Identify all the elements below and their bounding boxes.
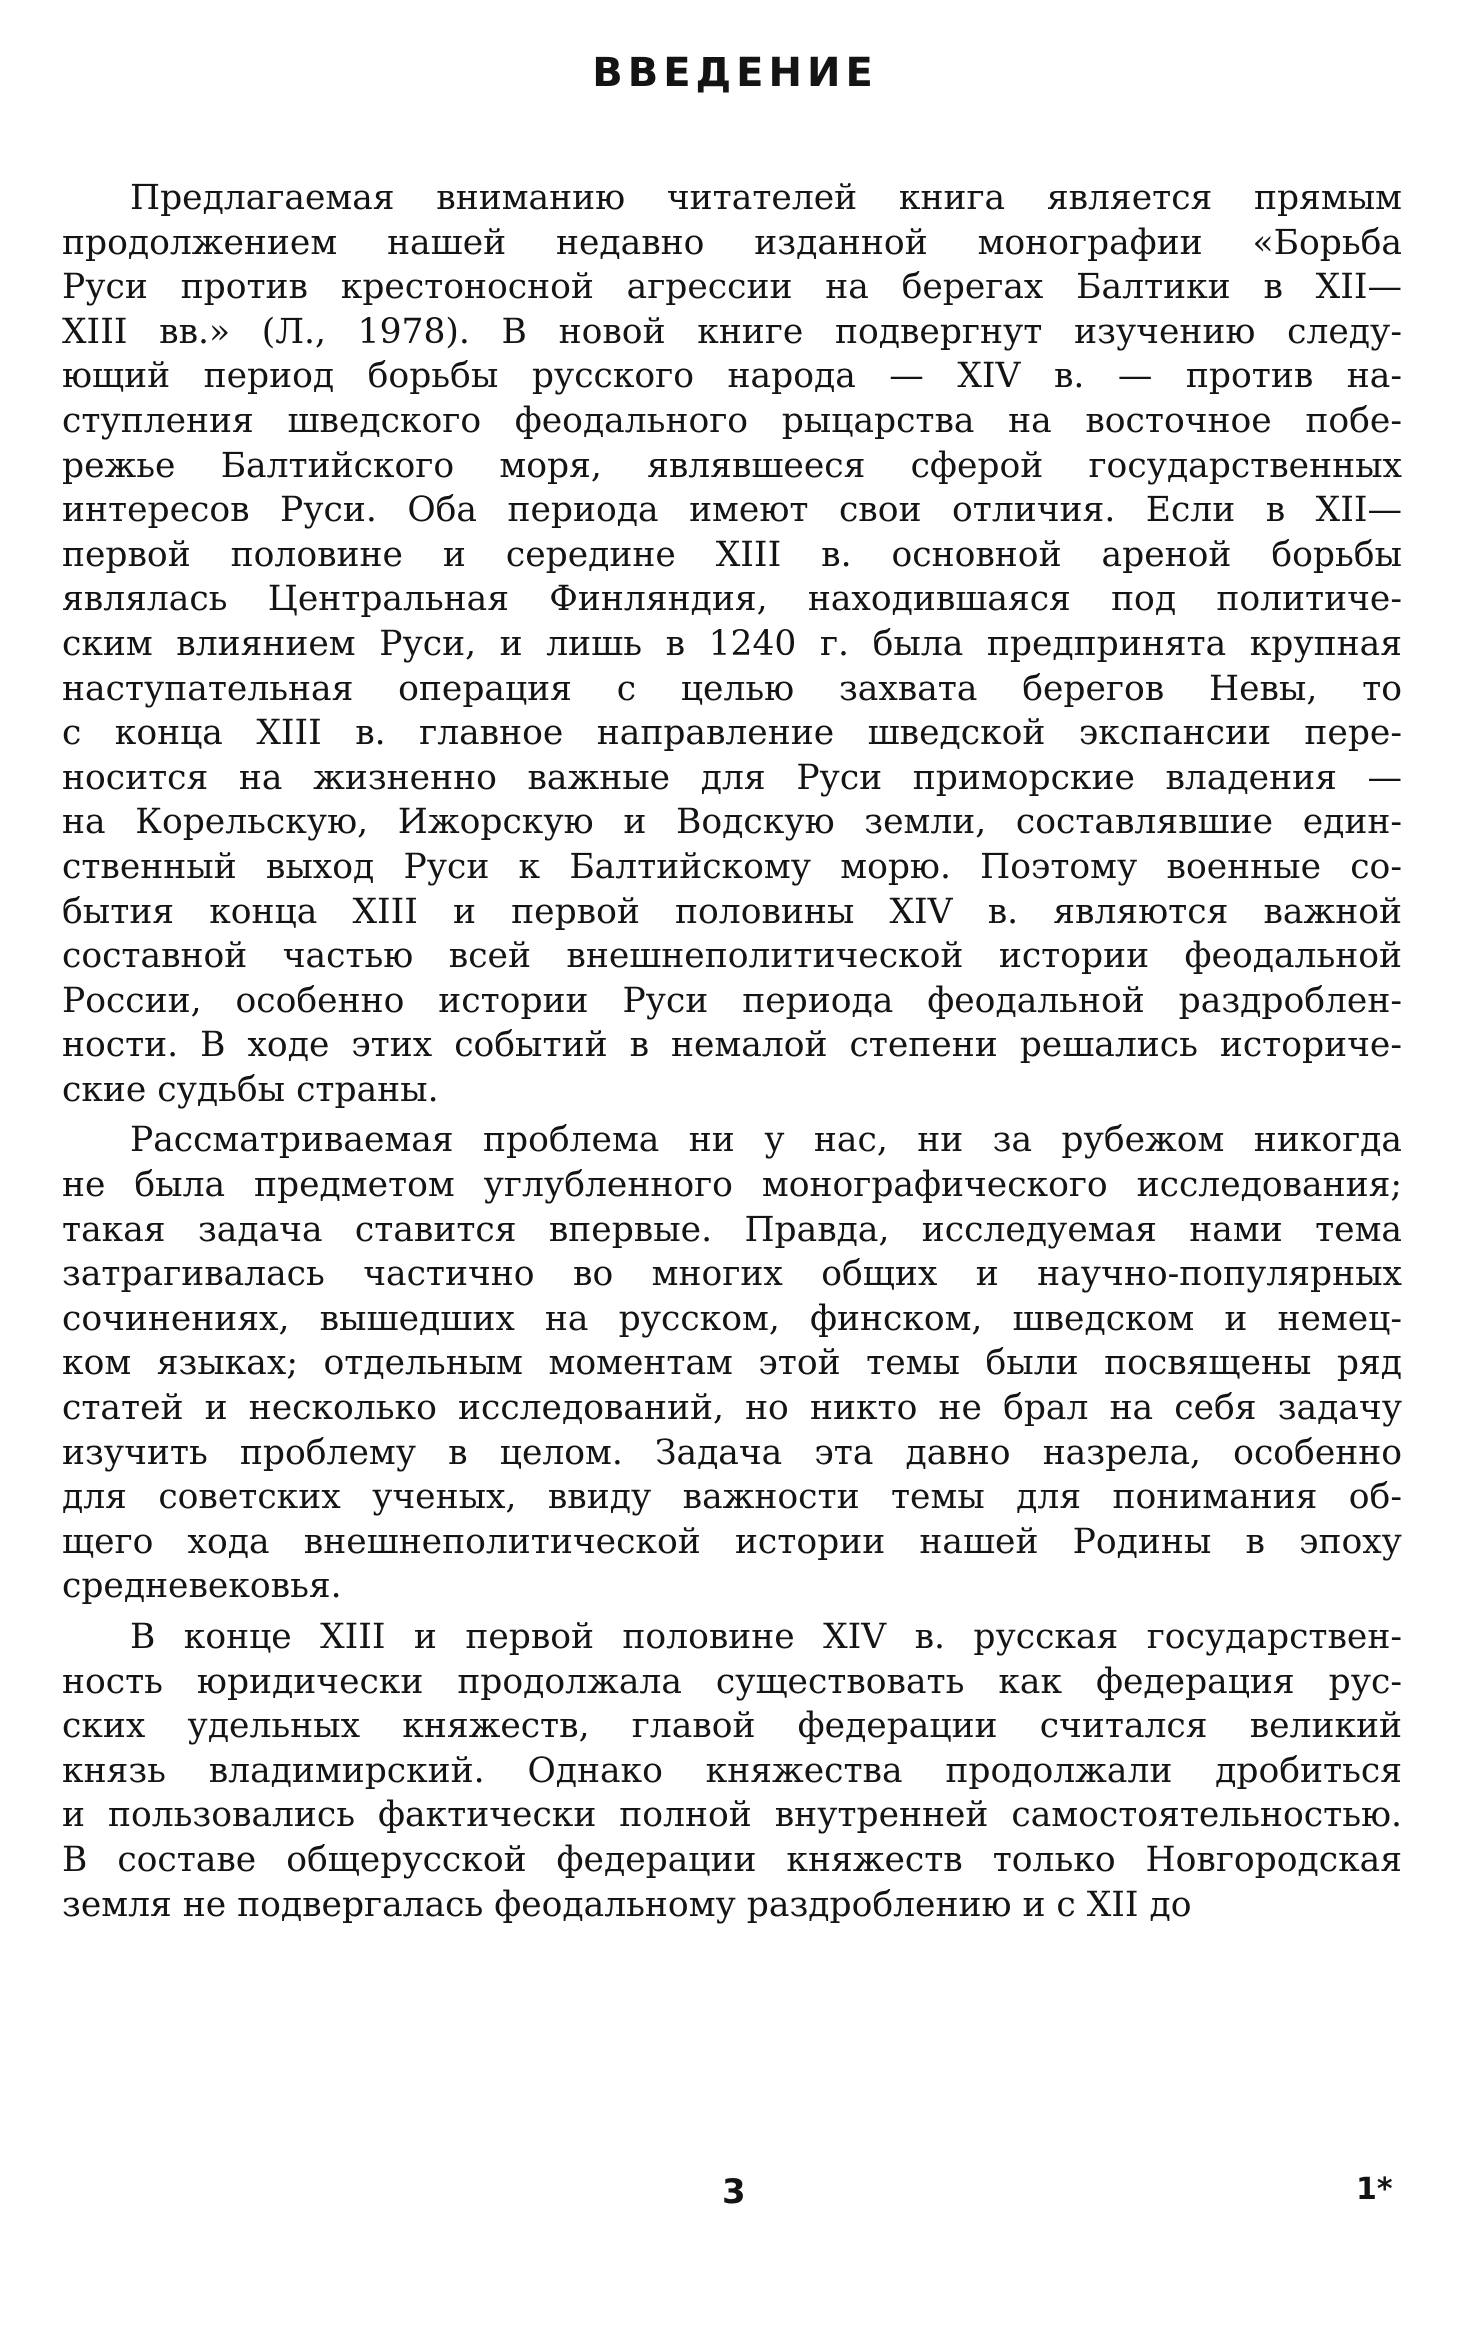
text-line: Предлагаемая вниманию читателей книга является прямым — [130, 178, 1402, 218]
body-text — [62, 176, 1402, 1927]
text-line: ком языках; отдельным моментам этой темы были посвящены ряд — [62, 1343, 1402, 1384]
text-line: для советских ученых, ввиду важности темы для понимания об- — [62, 1477, 1402, 1518]
page-footer — [0, 2172, 1470, 2222]
text-line: на Корельскую, Ижорскую и Водскую земли, составлявшие един- — [62, 802, 1402, 843]
text-line: князь владимирский. Однако княжества продолжали дробиться — [62, 1750, 1402, 1791]
text-line: наступательная операция с целью захвата берегов Невы, то — [62, 668, 1402, 709]
text-line: составной частью всей внешнеполитической истории феодальной — [62, 936, 1402, 977]
text-line: носится на жизненно важные для Руси приморские владения — — [62, 757, 1402, 798]
text-line: статей и несколько исследований, но никто не брал на себя задачу — [62, 1388, 1402, 1429]
text-line: ступления шведского феодального рыцарства на восточное побе- — [62, 400, 1402, 441]
text-line: ских удельных княжеств, главой федерации считался великий — [62, 1706, 1402, 1747]
text-line: затрагивалась частично во многих общих и научно-популярных — [62, 1254, 1402, 1295]
text-line: изучить проблему в целом. Задача эта давно назрела, особенно — [62, 1432, 1402, 1473]
paragraph-1 — [62, 176, 1402, 1112]
text-line: ским влиянием Руси, и лишь в 1240 г. была предпринята крупная — [62, 623, 1402, 664]
text-line: ские судьбы страны. — [62, 1069, 439, 1110]
text-line: первой половине и середине XIII в. основной ареной борьбы — [62, 534, 1402, 575]
text-line: В конце XIII и первой половине XIV в. русская государствен- — [130, 1617, 1402, 1657]
text-line: и пользовались фактически полной внутренней самостоятельностью. — [62, 1795, 1402, 1836]
page-number: 3 — [722, 2172, 746, 2212]
paragraph-3 — [62, 1615, 1402, 1927]
chapter-title: ВВЕДЕНИЕ — [592, 50, 878, 96]
signature-mark: 1* — [1356, 2172, 1393, 2207]
text-line: интересов Руси. Оба периода имеют свои отличия. Если в XII— — [62, 490, 1402, 531]
text-line: с конца XIII в. главное направление шведской экспансии пере- — [62, 713, 1402, 754]
text-line: В составе общерусской федерации княжеств только Новгородская — [62, 1839, 1402, 1880]
text-line: ность юридически продолжала существовать как федерация рус- — [62, 1661, 1402, 1702]
text-line: России, особенно истории Руси периода феодальной раздроблен- — [62, 980, 1402, 1021]
text-line: режье Балтийского моря, являвшееся сферой государственных — [62, 445, 1402, 486]
text-line: средневековья. — [62, 1566, 342, 1607]
text-line: являлась Центральная Финляндия, находившаяся под политиче- — [62, 579, 1402, 620]
text-line: земля не подвергалась феодальному раздроблению и с XII до — [62, 1884, 1192, 1925]
text-line: ности. В ходе этих событий в немалой степени решались историче- — [62, 1025, 1402, 1066]
text-line: ющий период борьбы русского народа — XIV в. — против на- — [62, 356, 1402, 397]
text-line: Руси против крестоносной агрессии на берегах Балтики в XII— — [62, 267, 1402, 308]
text-line: бытия конца XIII и первой половины XIV в. являются важной — [62, 891, 1402, 932]
text-line: XIII вв.» (Л., 1978). В новой книге подвергнут изучению следу- — [62, 311, 1402, 352]
text-line: сочинениях, вышедших на русском, финском, шведском и немец- — [62, 1298, 1402, 1339]
text-line: продолжением нашей недавно изданной монографии «Борьба — [62, 222, 1402, 263]
text-line: ственный выход Руси к Балтийскому морю. Поэтому военные со- — [62, 846, 1402, 887]
text-line: не была предметом углубленного монографического исследования; — [62, 1165, 1402, 1206]
text-line: Рассматриваемая проблема ни у нас, ни за рубежом никогда — [130, 1120, 1402, 1161]
text-line: щего хода внешнеполитической истории нашей Родины в эпоху — [62, 1521, 1402, 1562]
text-line: такая задача ставится впервые. Правда, исследуемая нами тема — [62, 1209, 1402, 1250]
paragraph-2 — [62, 1118, 1402, 1609]
